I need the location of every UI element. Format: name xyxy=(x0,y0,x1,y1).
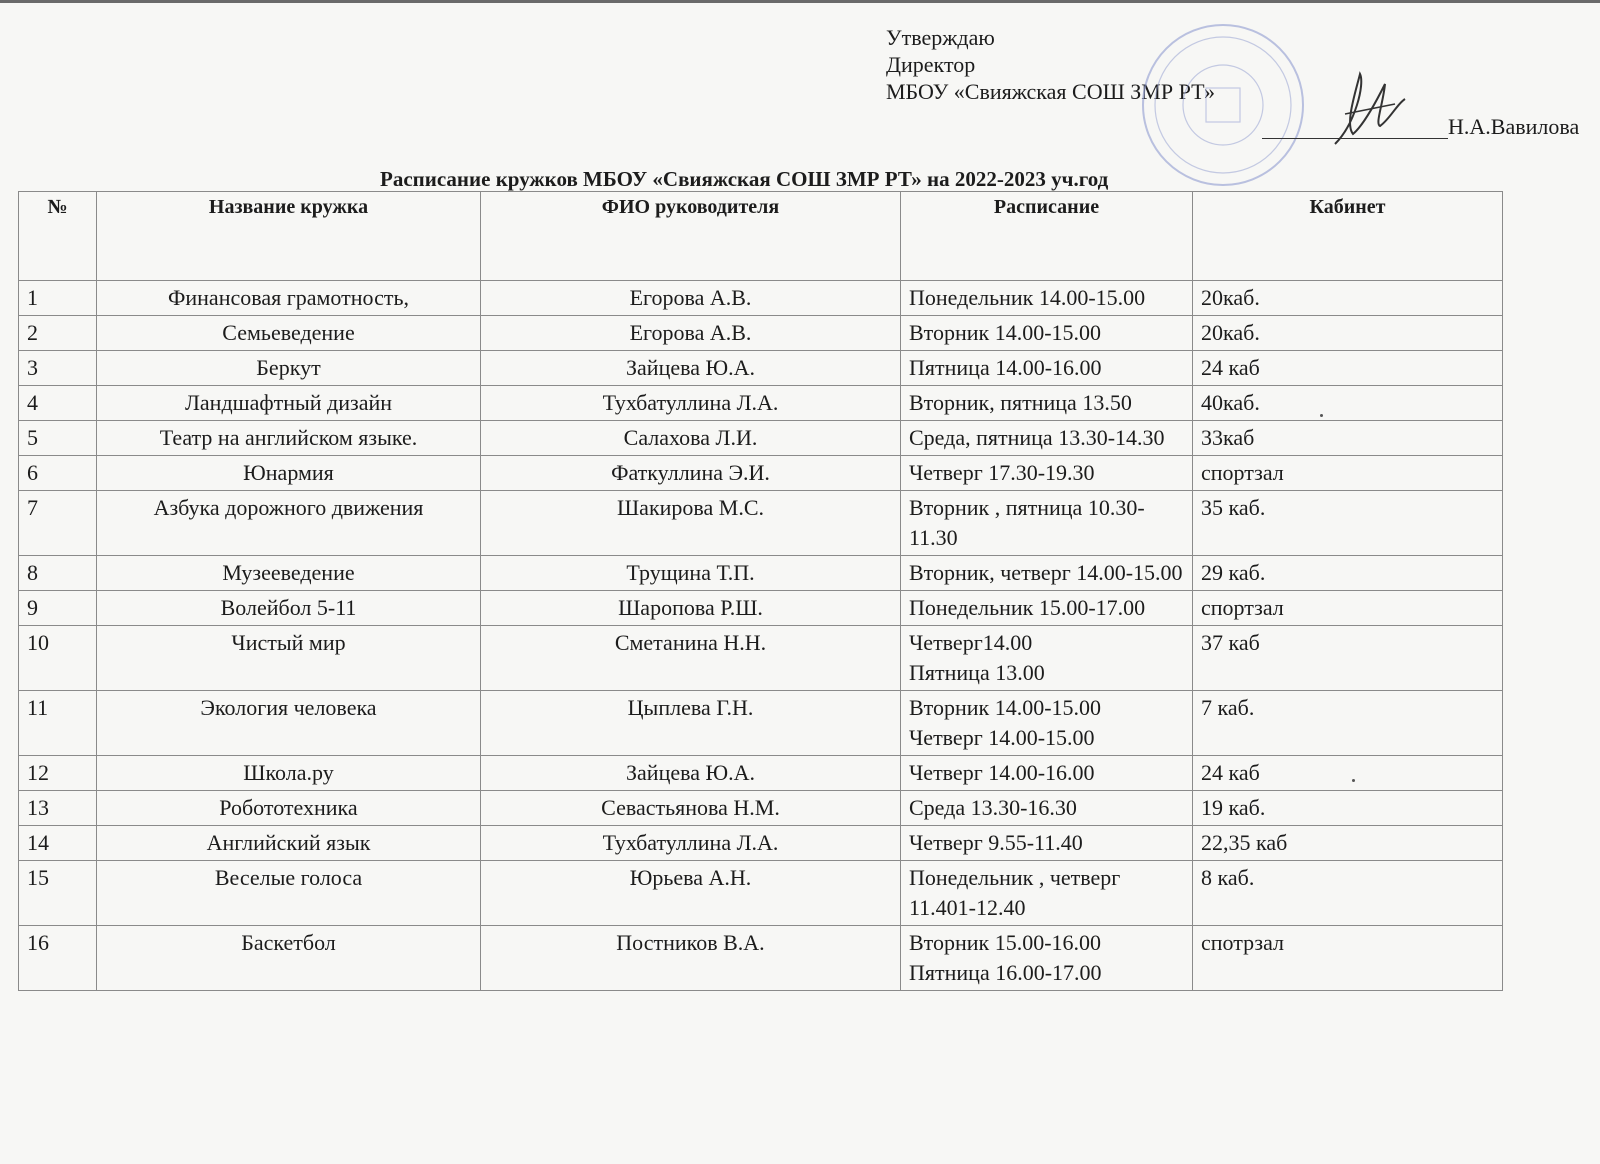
table-row xyxy=(19,316,1503,351)
header-leader: ФИО руководителя xyxy=(481,192,901,281)
row-number: 7 xyxy=(19,491,97,556)
row-number: 14 xyxy=(19,826,97,861)
row-schedule: Понедельник 15.00-17.00 xyxy=(901,591,1193,626)
table-row xyxy=(19,351,1503,386)
row-room: 8 каб. xyxy=(1193,861,1503,926)
row-club-name: Музееведение xyxy=(97,556,481,591)
row-room: спортзал xyxy=(1193,591,1503,626)
row-room: 35 каб. xyxy=(1193,491,1503,556)
row-club-name: Школа.ру xyxy=(97,756,481,791)
document-title: Расписание кружков МБОУ «Свияжская СОШ ЗМР РТ» на 2022-2023 уч.год xyxy=(380,167,1109,191)
row-room: 20каб. xyxy=(1193,316,1503,351)
row-club-name: Театр на английском языке. xyxy=(97,421,481,456)
row-number: 9 xyxy=(19,591,97,626)
table-header-row xyxy=(19,192,1503,281)
row-club-name: Английский язык xyxy=(97,826,481,861)
row-number: 11 xyxy=(19,691,97,756)
row-room: 24 каб xyxy=(1193,351,1503,386)
header-number: № xyxy=(19,192,97,281)
table-row xyxy=(19,491,1503,556)
row-schedule: Понедельник , четверг 11.401-12.40 xyxy=(901,861,1193,926)
speck-mark xyxy=(1320,414,1323,417)
row-club-name: Волейбол 5-11 xyxy=(97,591,481,626)
row-club-name: Азбука дорожного движения xyxy=(97,491,481,556)
row-number: 16 xyxy=(19,926,97,991)
row-leader: Егорова А.В. xyxy=(481,281,901,316)
row-leader: Севастьянова Н.М. xyxy=(481,791,901,826)
row-leader: Цыплева Г.Н. xyxy=(481,691,901,756)
row-club-name: Веселые голоса xyxy=(97,861,481,926)
table-row xyxy=(19,421,1503,456)
table-row xyxy=(19,926,1503,991)
header-club-name: Название кружка xyxy=(97,192,481,281)
row-schedule: Четверг 14.00-16.00 xyxy=(901,756,1193,791)
table-row xyxy=(19,456,1503,491)
signature-line xyxy=(1262,138,1448,139)
row-club-name: Робототехника xyxy=(97,791,481,826)
row-number: 10 xyxy=(19,626,97,691)
row-leader: Фаткуллина Э.И. xyxy=(481,456,901,491)
row-schedule xyxy=(901,626,1193,691)
speck-mark xyxy=(1352,779,1355,782)
official-stamp xyxy=(1138,20,1308,190)
row-schedule xyxy=(901,691,1193,756)
row-room: 24 каб xyxy=(1193,756,1503,791)
row-leader: Зайцева Ю.А. xyxy=(481,756,901,791)
table-row xyxy=(19,791,1503,826)
table-row xyxy=(19,756,1503,791)
schedule-line: Пятница 16.00-17.00 xyxy=(909,960,1102,985)
approval-line-3: МБОУ «Свияжская СОШ ЗМР РТ» xyxy=(886,79,1215,104)
row-club-name: Чистый мир xyxy=(97,626,481,691)
row-number: 3 xyxy=(19,351,97,386)
row-room: 40каб. xyxy=(1193,386,1503,421)
table-row xyxy=(19,386,1503,421)
table-row xyxy=(19,281,1503,316)
signer-name: Н.А.Вавилова xyxy=(1448,114,1580,139)
row-room: 33каб xyxy=(1193,421,1503,456)
table-row xyxy=(19,861,1503,926)
row-number: 15 xyxy=(19,861,97,926)
schedule-line: Четверг14.00 xyxy=(909,630,1033,655)
row-schedule: Среда 13.30-16.30 xyxy=(901,791,1193,826)
row-schedule: Четверг 17.30-19.30 xyxy=(901,456,1193,491)
row-club-name: Баскетбол xyxy=(97,926,481,991)
table-row xyxy=(19,826,1503,861)
schedule-line: Вторник 15.00-16.00 xyxy=(909,930,1102,955)
row-club-name: Юнармия xyxy=(97,456,481,491)
row-room: 22,35 каб xyxy=(1193,826,1503,861)
approval-line-2: Директор xyxy=(886,52,976,77)
row-club-name: Экология человека xyxy=(97,691,481,756)
row-leader: Зайцева Ю.А. xyxy=(481,351,901,386)
row-leader: Тухбатуллина Л.А. xyxy=(481,826,901,861)
row-room: 20каб. xyxy=(1193,281,1503,316)
row-leader: Салахова Л.И. xyxy=(481,421,901,456)
row-leader: Постников В.А. xyxy=(481,926,901,991)
row-number: 13 xyxy=(19,791,97,826)
schedule-line: Вторник 14.00-15.00 xyxy=(909,695,1102,720)
row-number: 6 xyxy=(19,456,97,491)
row-number: 4 xyxy=(19,386,97,421)
top-border-line xyxy=(0,0,1600,3)
row-club-name: Ландшафтный дизайн xyxy=(97,386,481,421)
row-room: 19 каб. xyxy=(1193,791,1503,826)
row-schedule: Пятница 14.00-16.00 xyxy=(901,351,1193,386)
header-room: Кабинет xyxy=(1193,192,1503,281)
row-schedule: Вторник, пятница 13.50 xyxy=(901,386,1193,421)
row-number: 2 xyxy=(19,316,97,351)
row-leader: Шаропова Р.Ш. xyxy=(481,591,901,626)
row-schedule: Вторник 14.00-15.00 xyxy=(901,316,1193,351)
row-room: 29 каб. xyxy=(1193,556,1503,591)
row-club-name: Финансовая грамотность, xyxy=(97,281,481,316)
row-leader: Егорова А.В. xyxy=(481,316,901,351)
row-number: 12 xyxy=(19,756,97,791)
row-schedule xyxy=(901,926,1193,991)
row-schedule: Среда, пятница 13.30-14.30 xyxy=(901,421,1193,456)
row-schedule: Понедельник 14.00-15.00 xyxy=(901,281,1193,316)
schedule-table xyxy=(18,191,1503,991)
row-room: 37 каб xyxy=(1193,626,1503,691)
schedule-line: Пятница 13.00 xyxy=(909,660,1045,685)
director-signature xyxy=(1325,64,1425,154)
row-schedule: Четверг 9.55-11.40 xyxy=(901,826,1193,861)
row-number: 5 xyxy=(19,421,97,456)
approval-line-1: Утверждаю xyxy=(886,25,995,50)
table-row xyxy=(19,626,1503,691)
row-room: 7 каб. xyxy=(1193,691,1503,756)
row-club-name: Беркут xyxy=(97,351,481,386)
row-leader: Тухбатуллина Л.А. xyxy=(481,386,901,421)
table-row xyxy=(19,591,1503,626)
row-room: спотрзал xyxy=(1193,926,1503,991)
row-leader: Сметанина Н.Н. xyxy=(481,626,901,691)
table-row xyxy=(19,691,1503,756)
row-number: 8 xyxy=(19,556,97,591)
row-schedule: Вторник , пятница 10.30-11.30 xyxy=(901,491,1193,556)
row-club-name: Семьеведение xyxy=(97,316,481,351)
row-leader: Юрьева А.Н. xyxy=(481,861,901,926)
row-leader: Шакирова М.С. xyxy=(481,491,901,556)
row-room: спортзал xyxy=(1193,456,1503,491)
row-schedule: Вторник, четверг 14.00-15.00 xyxy=(901,556,1193,591)
table-row xyxy=(19,556,1503,591)
row-leader: Трущина Т.П. xyxy=(481,556,901,591)
schedule-line: Четверг 14.00-15.00 xyxy=(909,725,1095,750)
header-schedule: Расписание xyxy=(901,192,1193,281)
row-number: 1 xyxy=(19,281,97,316)
